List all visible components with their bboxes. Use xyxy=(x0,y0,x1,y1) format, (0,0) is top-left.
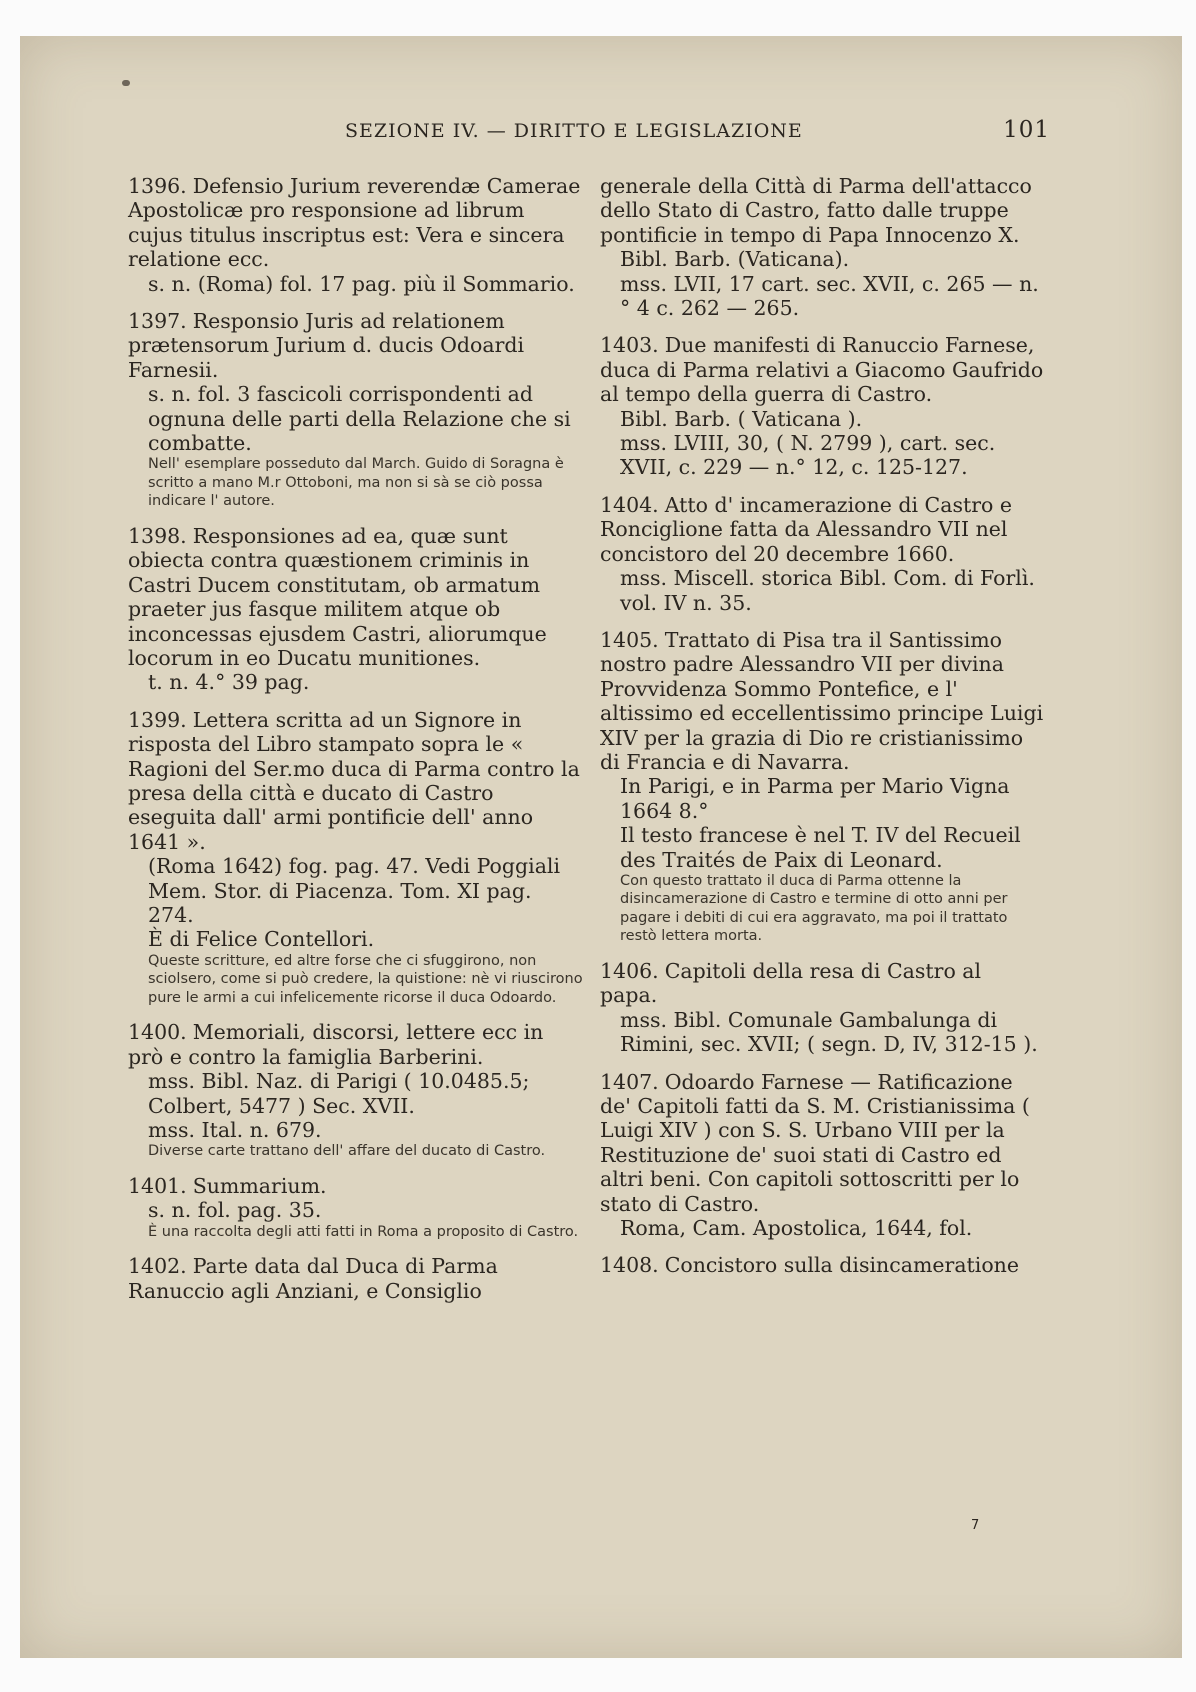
entry-title-text: Trattato di Pisa tra il Santissimo nostro padre Alessandro VII per divina Provvidenza Sommo Pontefice, e l' altissimo ed eccellentissimo principe Luigi XIV per la grazia di Dio re cristianissimo di Francia e di Navarra. xyxy=(600,627,1044,774)
entry-number: 1404. xyxy=(600,492,659,517)
entry-number: 1403. xyxy=(600,333,659,358)
entry-title xyxy=(128,1254,583,1303)
entry-title xyxy=(600,959,1044,1008)
entry-number: 1398. xyxy=(128,523,187,548)
entry-title xyxy=(600,1253,1044,1277)
entry-title-text: Concistoro sulla disincameratione xyxy=(664,1253,1020,1278)
entry-detail: mss. Miscell. storica Bibl. Com. di Forlì. vol. IV n. 35. xyxy=(620,566,1035,615)
catalog-entry xyxy=(128,174,583,296)
catalog-entry xyxy=(600,333,1044,479)
ink-stain xyxy=(122,80,130,86)
entry-number: 1396. xyxy=(128,174,187,198)
entry-number: 1399. xyxy=(128,707,187,732)
entry-number: 1407. xyxy=(600,1069,659,1094)
catalog-entry xyxy=(128,1174,583,1241)
entry-title xyxy=(128,174,583,272)
entry-title-text: Parte data dal Duca di Parma Ranuccio agli Anziani, e Consiglio xyxy=(128,1254,498,1303)
entry-title xyxy=(600,1070,1044,1216)
entry-note: Nell' esemplare posseduto dal March. Guido di Soragna è scritto a mano M.r Ottoboni, ma non si sà se ciò possa indicare l' autore. xyxy=(148,456,564,510)
entry-detail: s. n. fol. pag. 35. xyxy=(148,1198,322,1223)
entry-title xyxy=(128,524,583,670)
entry-title xyxy=(128,1020,583,1069)
catalog-entry xyxy=(600,959,1044,1057)
entry-title-text: Memoriali, discorsi, lettere ecc in prò e contro la famiglia Barberini. xyxy=(128,1020,544,1069)
entry-title-text: Responsiones ad ea, quæ sunt obiecta contra quæstionem criminis in Castri Ducem constitutam, ob armatum praeter jus fasque militem atque ob inconcessas ejusdem Castri, aliorumque locorum in eo Ducatu munitiones. xyxy=(128,523,547,670)
entry-title-text: Summarium. xyxy=(192,1173,327,1198)
entry-detail: mss. LVIII, 30, ( N. 2799 ), cart. sec. XVII, c. 229 — n.° 12, c. 125-127. xyxy=(620,431,996,480)
page-number: 101 xyxy=(1003,117,1050,143)
entry-title-text: Capitoli della resa di Castro al papa. xyxy=(600,958,982,1008)
left-column xyxy=(128,174,583,1316)
entry-number: 1405. xyxy=(600,627,659,652)
catalog-entry xyxy=(600,1070,1044,1241)
entry-title-text: generale della Città di Parma dell'attacco dello Stato di Castro, fatto dalle truppe pontificie in tempo di Papa Innocenzo X. xyxy=(600,174,1032,247)
entry-detail: mss. Bibl. Comunale Gambalunga di Rimini, sec. XVII; ( segn. D, IV, 312-15 ). xyxy=(620,1007,1038,1057)
entry-title-text: Atto d' incamerazione di Castro e Ronciglione fatta da Alessandro VII nel concistoro del 20 decembre 1660. xyxy=(600,492,1012,566)
entry-note: Queste scritture, ed altre forse che ci sfuggirono, non sciolsero, come si può credere, la quistione: nè vi riuscirono pure le armi a cui infelicemente ricorse il duca Odoardo. xyxy=(148,952,583,1006)
catalog-entry xyxy=(128,524,583,695)
entry-detail: In Parigi, e in Parma per Mario Vigna 1664 8.° xyxy=(620,774,1010,823)
entry-detail: s. n. fol. 3 fascicoli corrispondenti ad ognuna delle parti della Relazione che si combatte. xyxy=(148,382,571,456)
entry-detail: t. n. 4.° 39 pag. xyxy=(148,670,310,695)
entry-number: 1408. xyxy=(600,1253,659,1278)
catalog-entry xyxy=(128,309,583,511)
catalog-entry xyxy=(600,628,1044,946)
entry-detail: mss. Ital. n. 679. xyxy=(148,1118,322,1142)
page-header xyxy=(130,117,1050,150)
entry-title xyxy=(600,333,1044,406)
entry-title xyxy=(600,628,1044,774)
entry-detail: mss. Bibl. Naz. di Parigi ( 10.0485.5; Colbert, 5477 ) Sec. XVII. xyxy=(148,1069,530,1118)
entry-number: 1397. xyxy=(128,309,187,334)
entry-title xyxy=(600,174,1044,247)
entry-detail: s. n. (Roma) fol. 17 pag. più il Sommario. xyxy=(148,271,575,296)
catalog-entry xyxy=(128,1254,583,1303)
entry-title-text: Lettera scritta ad un Signore in risposta del Libro stampato sopra le « Ragioni del Ser.mo duca di Parma contro la presa della città e ducato di Castro eseguita dall' armi pontificie dell' anno 1641 ». xyxy=(128,707,580,854)
signature-mark: 7 xyxy=(971,1518,980,1533)
scanned-page xyxy=(20,36,1182,1658)
catalog-entry xyxy=(600,174,1044,320)
catalog-entry xyxy=(128,1020,583,1161)
entry-note: Diverse carte trattano dell' affare del ducato di Castro. xyxy=(148,1143,546,1160)
entry-note: Con questo trattato il duca di Parma ottenne la disincamerazione di Castro e termine di otto anni per pagare i debiti di cui era aggravato, ma poi il trattato restò lettera morta. xyxy=(620,872,1008,945)
entry-title-text: Odoardo Farnese — Ratificazione de' Capitoli fatti da S. M. Cristianissima ( Luigi XIV ) con S. S. Urbano VIII per la Restituzione de' suoi stati di Castro ed altri beni. Con capitoli sottoscritti per lo stato di Castro. xyxy=(600,1069,1030,1216)
catalog-entry xyxy=(600,1253,1044,1277)
entry-title xyxy=(128,708,583,854)
entry-detail: Bibl. Barb. (Vaticana). xyxy=(620,247,850,272)
catalog-entry xyxy=(128,708,583,1008)
entry-number: 1401. xyxy=(128,1173,187,1198)
running-title: SEZIONE IV. — DIRITTO E LEGISLAZIONE xyxy=(345,120,803,142)
entry-detail: mss. LVII, 17 cart. sec. XVII, c. 265 — n.° 4 c. 262 — 265. xyxy=(620,271,1039,321)
entry-title-text: Due manifesti di Ranuccio Farnese, duca di Parma relativi a Giacomo Gaufrido al tempo della guerra di Castro. xyxy=(600,333,1044,407)
entry-detail: È di Felice Contellori. xyxy=(148,927,375,952)
entry-title xyxy=(128,1174,583,1198)
entry-number: 1400. xyxy=(128,1020,187,1045)
entry-title xyxy=(128,309,583,382)
entry-number: 1402. xyxy=(128,1254,187,1279)
catalog-entry xyxy=(600,493,1044,615)
entry-detail: Il testo francese è nel T. IV del Recueil des Traités de Paix di Leonard. xyxy=(620,823,1021,872)
entry-title-text: Responsio Juris ad relationem prætensorum Jurium d. ducis Odoardi Farnesii. xyxy=(128,309,525,382)
entry-number: 1406. xyxy=(600,958,659,983)
entry-detail: Bibl. Barb. ( Vaticana ). xyxy=(620,406,863,431)
entry-detail: Roma, Cam. Apostolica, 1644, fol. xyxy=(620,1216,973,1241)
entry-detail: (Roma 1642) fog. pag. 47. Vedi Poggiali Mem. Stor. di Piacenza. Tom. XI pag. 274. xyxy=(148,854,561,928)
entry-note: È una raccolta degli atti fatti in Roma a proposito di Castro. xyxy=(148,1223,579,1240)
entry-title-text: Defensio Jurium reverendæ Camerae Apostolicæ pro responsione ad librum cujus titulus inscriptus est: Vera e sincera relatione ecc. xyxy=(128,174,581,272)
right-column xyxy=(600,174,1044,1291)
entry-title xyxy=(600,493,1044,566)
